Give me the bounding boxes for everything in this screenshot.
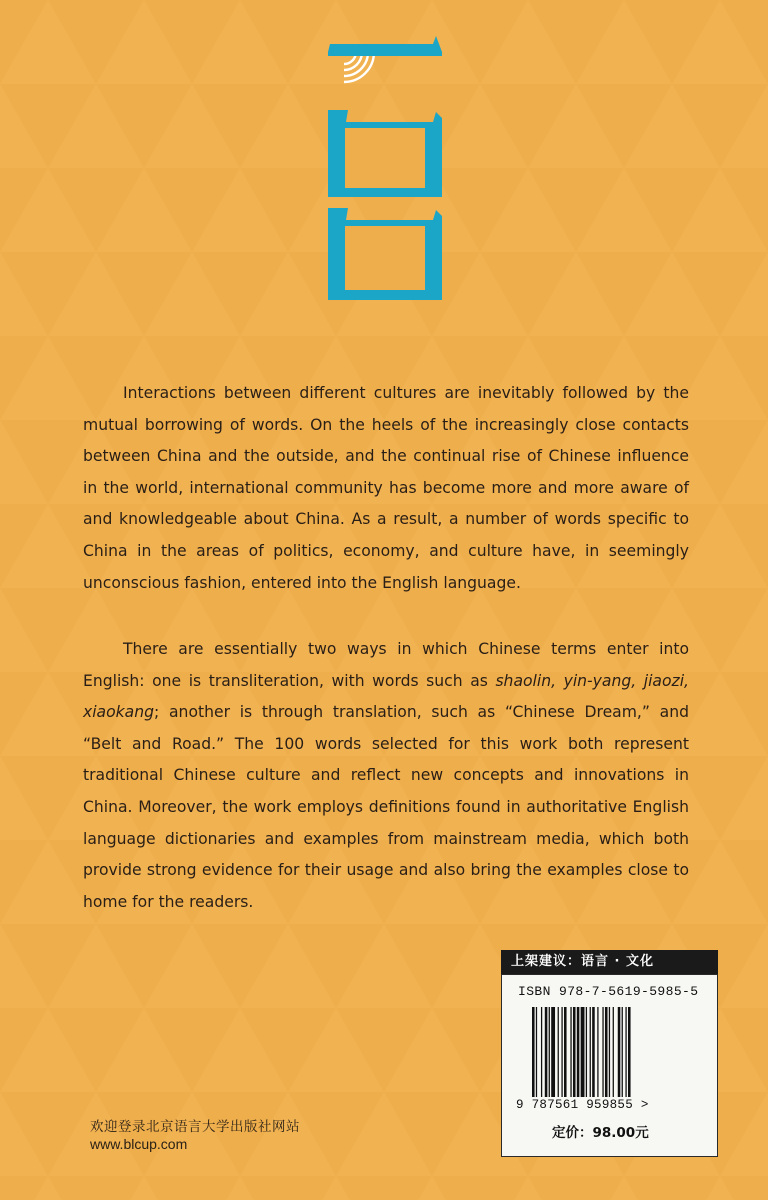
barcode-bar	[625, 1007, 626, 1097]
paragraph-2-rest: ; another is through translation, such as “Chinese Dream,” and “Belt and Road.” The 100 words selected for this work both represent traditional Chinese culture and reflect new concepts and innovations in China. Moreover, the work employs definitions found in authoritative English language dictionaries and examples from mainstream media, which both provide strong evidence for their usage and also bring the examples close to home for the readers.	[83, 703, 689, 911]
barcode-bar	[581, 1007, 585, 1097]
pattern-triangle	[96, 1008, 192, 1092]
barcode-bar	[586, 1007, 587, 1097]
pattern-triangle	[192, 1008, 288, 1092]
pattern-triangle	[576, 1176, 672, 1200]
barcode-bar	[628, 1007, 631, 1097]
pattern-triangle	[0, 1092, 48, 1176]
pattern-triangle	[48, 924, 144, 1008]
pattern-triangle	[192, 1176, 288, 1200]
barcode-bar	[609, 1007, 610, 1097]
pattern-triangle	[0, 840, 96, 924]
price-label: 定价：98.00元	[552, 1125, 649, 1141]
barcode-bar	[551, 1007, 555, 1097]
pattern-triangle	[480, 1176, 576, 1200]
barcode-bar	[564, 1007, 567, 1097]
isbn-barcode-box	[501, 974, 718, 1157]
pattern-triangle	[240, 924, 336, 1008]
pattern-triangle	[0, 336, 96, 420]
paragraph-2-intro: There are essentially two ways in which Chinese terms enter into English: one is transliteration, with words such as	[83, 640, 689, 690]
barcode-bar	[561, 1007, 562, 1097]
pattern-triangle	[0, 924, 48, 1008]
barcode-bar	[532, 1007, 535, 1097]
intro-paragraph	[83, 378, 689, 599]
pattern-triangle	[0, 756, 48, 840]
paragraph-1: Interactions between different cultures are inevitably followed by the mutual borrowing of words. On the heels of the increasingly close contacts between China and the outside, and the continual rise of Chinese influence in the world, international community has become more and more aware of and knowledgeable about China. As a result, a number of words specific to China in the areas of politics, economy, and culture have, in seemingly unconscious fashion, entered into the English language.	[83, 384, 689, 592]
pattern-triangle	[720, 1092, 768, 1176]
barcode-bar	[541, 1007, 542, 1097]
pattern-triangle	[0, 1008, 96, 1092]
pattern-triangle	[0, 1176, 96, 1200]
barcode-bar	[549, 1007, 550, 1097]
publisher-visit-text: 欢迎登录北京语言大学出版社网站	[90, 1119, 300, 1135]
barcode-bar	[558, 1007, 559, 1097]
blue-glyph-logo	[0, 0, 768, 330]
barcode-bar	[605, 1007, 608, 1097]
pattern-triangle	[288, 1176, 384, 1200]
pattern-triangle	[720, 420, 768, 504]
pattern-triangle	[336, 924, 432, 1008]
barcode-bar	[618, 1007, 621, 1097]
pattern-triangle	[0, 672, 96, 756]
barcode-bar	[577, 1007, 580, 1097]
barcode-bar	[545, 1007, 548, 1097]
barcode-digits: 9 787561 959855 >	[516, 1098, 649, 1112]
barcode-icon	[532, 1007, 704, 1097]
pattern-triangle	[336, 1092, 432, 1176]
isbn-number: ISBN 978-7-5619-5985-5	[518, 984, 699, 999]
terms-paragraph	[83, 634, 689, 918]
barcode-bar	[602, 1007, 603, 1097]
paragraph-2-examples: shaolin, yin-yang, jiaozi, xiaokang	[83, 671, 689, 722]
pattern-triangle	[384, 1176, 480, 1200]
barcode-bar	[597, 1007, 598, 1097]
pattern-triangle	[0, 588, 48, 672]
barcode-bar	[613, 1007, 614, 1097]
barcode-bar	[536, 1007, 537, 1097]
barcode-bar	[573, 1007, 576, 1097]
barcode-bar	[570, 1007, 571, 1097]
pattern-triangle	[144, 924, 240, 1008]
pattern-triangle	[720, 588, 768, 672]
publisher-url: www.blcup.com	[90, 1136, 188, 1152]
pattern-triangle	[720, 924, 768, 1008]
pattern-triangle	[384, 1008, 480, 1092]
pattern-triangle	[0, 504, 96, 588]
barcode-bar	[590, 1007, 591, 1097]
barcode-bar	[622, 1007, 623, 1097]
pattern-triangle	[0, 420, 48, 504]
barcode-bar	[592, 1007, 595, 1097]
pattern-triangle	[720, 756, 768, 840]
pattern-triangle	[288, 1008, 384, 1092]
paragraph-2	[83, 634, 689, 918]
shelf-category-label: 上架建议：语言 · 文化	[501, 950, 718, 974]
pattern-triangle	[672, 1176, 768, 1200]
pattern-triangle	[96, 1176, 192, 1200]
